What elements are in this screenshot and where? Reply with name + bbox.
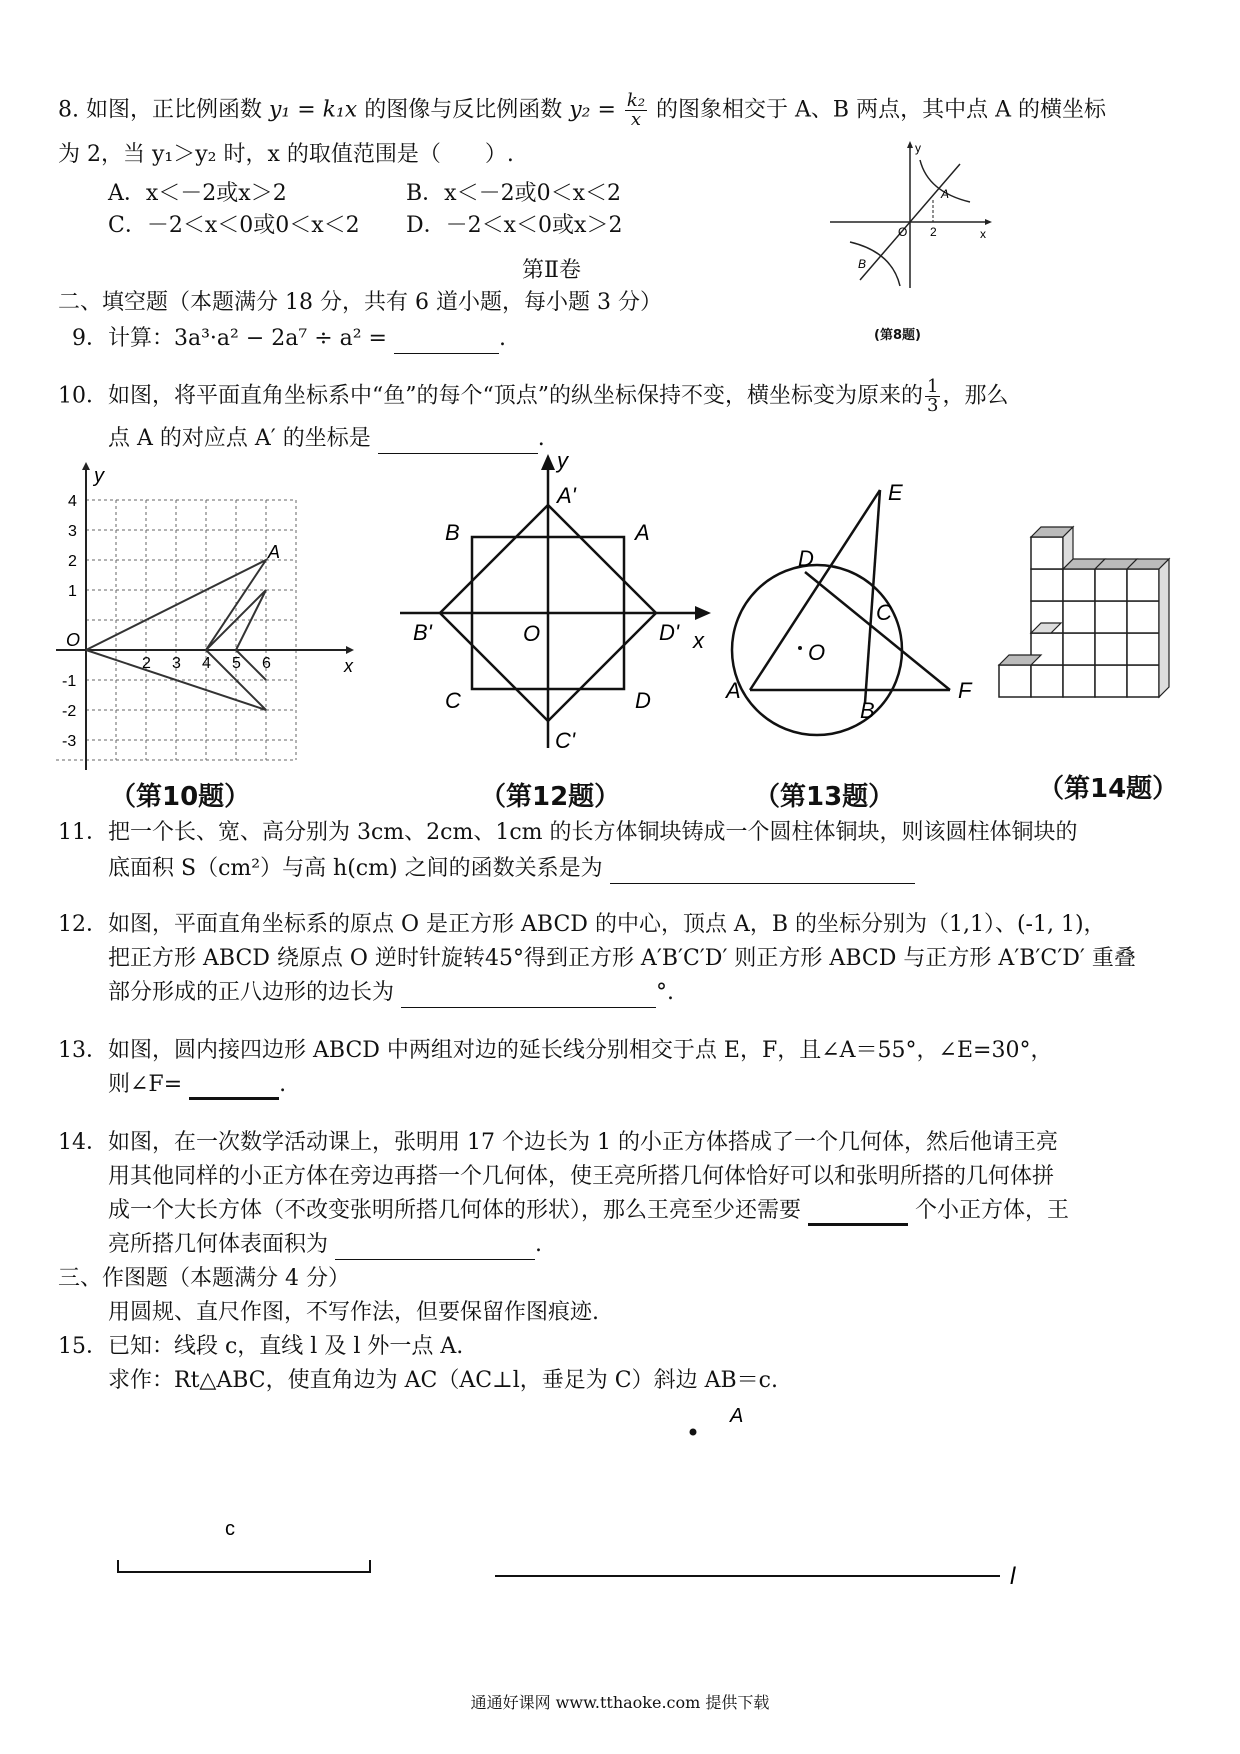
fig12-origin: O bbox=[523, 621, 541, 646]
fig14-caption: （第14题） bbox=[1038, 774, 1179, 804]
q8-option-b: B．x＜－2或0＜x＜2 bbox=[406, 181, 621, 206]
fig12-label-c-prime: C' bbox=[555, 728, 576, 753]
fig8-y-label: y bbox=[915, 141, 921, 155]
q11-line1: 11．把一个长、宽、高分别为 3cm、2cm、1cm 的长方体铜块铸成一个圆柱体铜块，则该圆柱体铜块的 bbox=[58, 820, 1078, 845]
fig12-label-d-prime: D' bbox=[659, 620, 680, 645]
fig8-graph bbox=[820, 140, 1000, 300]
footer-source: 通通好课网 www.tthaoke.com 提供下载 bbox=[470, 1693, 770, 1712]
fig13-label-d: D bbox=[798, 546, 814, 571]
fig12-squares bbox=[395, 448, 720, 768]
fig10-ytick: 4 bbox=[68, 493, 77, 510]
fig10-xtick: 3 bbox=[172, 655, 181, 672]
fig8-tick-2: 2 bbox=[930, 225, 937, 239]
fig13-line-eb bbox=[865, 490, 880, 703]
fig10-ytick: -3 bbox=[62, 733, 77, 750]
fig10-xtick: 5 bbox=[232, 655, 241, 672]
q9-answer-blank[interactable] bbox=[394, 331, 499, 354]
fig12-label-d: D bbox=[635, 688, 651, 713]
volume-heading: 第Ⅱ卷 bbox=[522, 258, 581, 283]
q13-line2: 则∠F= . bbox=[108, 1070, 286, 1100]
q9-line: 9．计算：3a³·a² − 2a⁷ ÷ a² = . bbox=[72, 324, 506, 354]
fig8-x-label: x bbox=[980, 227, 986, 241]
fig13-caption: （第13题） bbox=[754, 782, 895, 812]
q12-answer-blank[interactable] bbox=[401, 985, 656, 1008]
q13-answer-blank[interactable] bbox=[189, 1075, 279, 1100]
fig12-y-arrow bbox=[541, 454, 555, 470]
fig10-ytick: 2 bbox=[68, 553, 77, 570]
q15-line2: 求作：Rt△ABC，使直角边为 AC（AC⊥l，垂足为 C）斜边 AB＝c. bbox=[108, 1368, 778, 1393]
fig8-x-arrow bbox=[985, 219, 992, 225]
fig12-label-b: B bbox=[445, 520, 460, 545]
fig10-y-ticks bbox=[62, 493, 77, 750]
fig10-origin: O bbox=[66, 630, 81, 650]
q14-answer-blank-count[interactable] bbox=[808, 1201, 908, 1226]
fig10-ytick: -1 bbox=[62, 673, 77, 690]
q8-line2: 为 2，当 y₁＞y₂ 时，x 的取值范围是（ ）. bbox=[58, 142, 514, 167]
q10-fraction: $\frac{1}{3}$ bbox=[927, 376, 939, 416]
q8-option-c: C．－2＜x＜0或0＜x＜2 bbox=[108, 213, 360, 238]
fig10-point-a: A bbox=[268, 542, 281, 562]
q15-line1: 15．已知：线段 c，直线 l 及 l 外一点 A. bbox=[58, 1334, 464, 1359]
fig10-y-arrow bbox=[82, 462, 90, 470]
fig10-caption: （第10题） bbox=[110, 782, 251, 812]
q13-line1: 13．如图，圆内接四边形 ABCD 中两组对边的延长线分别相交于点 E，F，且∠A＝55°，∠E=30°， bbox=[58, 1038, 1053, 1063]
fig10-x-label: x bbox=[344, 656, 353, 676]
q8-option-d: D．－2＜x＜0或x＞2 bbox=[406, 213, 623, 238]
q8-fraction: $\frac{\text{k₂}}{x}$ bbox=[626, 90, 646, 130]
fig12-label-a: A bbox=[635, 520, 650, 545]
section-2-heading: 二、填空题（本题满分 18 分，共有 6 道小题，每小题 3 分） bbox=[58, 290, 662, 315]
fig8-y-arrow bbox=[907, 141, 913, 148]
q14-answer-blank-area[interactable] bbox=[335, 1237, 535, 1260]
fig12-labels bbox=[413, 448, 705, 753]
fig12-label-c: C bbox=[445, 688, 461, 713]
q12-line3: 部分形成的正八边形的边长为 °. bbox=[108, 978, 674, 1008]
fig13-center-dot bbox=[798, 646, 802, 650]
fig14-cubes bbox=[995, 505, 1175, 715]
q8-option-a: A．x＜－2或x＞2 bbox=[108, 181, 287, 206]
fig13-label-e: E bbox=[888, 480, 903, 505]
fig8-caption: (第8题) bbox=[874, 328, 921, 343]
fig10-ytick: 1 bbox=[68, 583, 77, 600]
fig12-x-label: x bbox=[693, 628, 704, 653]
section-3-instruction: 用圆规、直尺作图，不写作法，但要保留作图痕迹. bbox=[108, 1300, 599, 1325]
fig13-label-o: O bbox=[808, 640, 826, 665]
fig10-x-ticks bbox=[142, 655, 271, 672]
q10-line2: 点 A 的对应点 A′ 的坐标是 . bbox=[108, 424, 545, 454]
section-3-heading: 三、作图题（本题满分 4 分） bbox=[58, 1266, 350, 1291]
q8-line1: 8. 如图，正比例函数 y₁ = k₁x 的图像与反比例函数 y₂ = $\frac{\text{k₂}}{x}$ 的图象相交于 A、B 两点，其中点 A 的横坐标 bbox=[58, 90, 1106, 130]
fig13-label-a: A bbox=[726, 678, 741, 703]
fig10-grid bbox=[56, 500, 296, 760]
q15-segment-c bbox=[118, 1560, 370, 1572]
fig13-circle bbox=[720, 480, 990, 740]
fig10-y-label: y bbox=[94, 465, 104, 487]
fig13-label-c: C bbox=[876, 600, 892, 625]
fig12-caption: （第12题） bbox=[480, 782, 621, 812]
fig8-point-b: B bbox=[858, 257, 867, 271]
fig13-label-f: F bbox=[958, 678, 972, 703]
fig12-y-label: y bbox=[557, 448, 568, 473]
q12-line1: 12．如图，平面直角坐标系的原点 O 是正方形 ABCD 的中心，顶点 A，B 的坐标分别为（1,1）、(-1, 1)， bbox=[58, 912, 1106, 937]
q11-line2: 底面积 S（cm²）与高 h(cm) 之间的函数关系是为 bbox=[108, 854, 915, 884]
fig10-grid-graph bbox=[56, 460, 396, 780]
fig8-point-a: A bbox=[941, 187, 950, 201]
fig10-x-arrow bbox=[346, 646, 354, 654]
fig8-origin-label: O bbox=[898, 225, 908, 239]
fig12-label-b-prime: B' bbox=[413, 620, 432, 645]
q15-point-a-label: A bbox=[730, 1405, 744, 1427]
q11-answer-blank[interactable] bbox=[610, 861, 915, 884]
q15-construction-area bbox=[100, 1390, 1060, 1610]
fig12-label-a-prime: A' bbox=[557, 483, 576, 508]
fig12-x-arrow bbox=[695, 606, 711, 620]
fig10-ytick: 3 bbox=[68, 523, 77, 540]
q15-line-label: l bbox=[1010, 1563, 1016, 1590]
q15-point-a-dot bbox=[690, 1429, 697, 1436]
fig10-xtick: 6 bbox=[262, 655, 271, 672]
q14-line3: 成一个大长方体（不改变张明所搭几何体的形状），那么王亮至少还需要 个小正方体，王 bbox=[108, 1196, 1069, 1226]
fig10-xtick: 2 bbox=[142, 655, 151, 672]
q14-line4: 亮所搭几何体表面积为 . bbox=[108, 1230, 542, 1260]
q12-line2: 把正方形 ABCD 绕原点 O 逆时针旋转45°得到正方形 A′B′C′D′ 则正方形 ABCD 与正方形 A′B′C′D′ 重叠 bbox=[108, 946, 1136, 971]
fig13-label-b: B bbox=[860, 698, 875, 723]
q10-line1: 10．如图，将平面直角坐标系中“鱼”的每个“顶点”的纵坐标保持不变，横坐标变为原来的 $\frac{1}{3}$ ，那么 bbox=[58, 376, 1009, 416]
q14-line1: 14．如图，在一次数学活动课上，张明用 17 个边长为 1 的小正方体搭成了一个几何体，然后他请王亮 bbox=[58, 1130, 1058, 1155]
fig10-ytick: -2 bbox=[62, 703, 77, 720]
fig13-labels bbox=[724, 480, 973, 723]
fig10-xtick: 4 bbox=[202, 655, 211, 672]
q14-line2: 用其他同样的小正方体在旁边再搭一个几何体，使王亮所搭几何体恰好可以和张明所搭的几何体拼 bbox=[108, 1164, 1055, 1189]
q15-segment-label: c bbox=[225, 1518, 235, 1540]
